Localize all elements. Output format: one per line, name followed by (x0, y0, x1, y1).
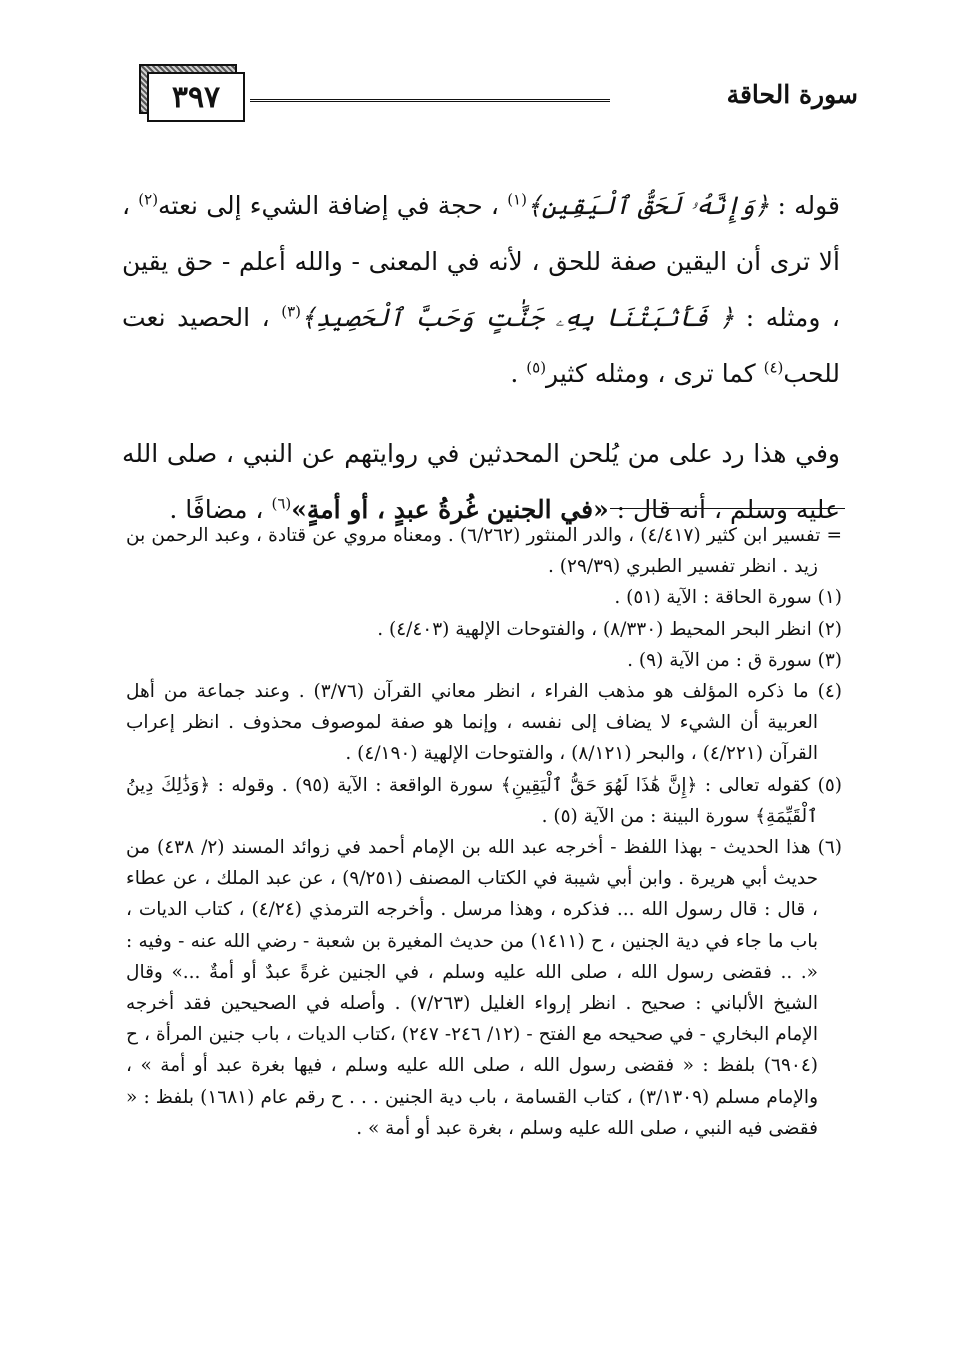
hadith-quote: «في الجنين غُرةُ عبدٍ ، أو أمةٍ» (291, 495, 609, 524)
footnote-4: (٤) ما ذكره المؤلف هو مذهب الفراء ، انظر معاني القرآن (٣/٧٦) . وعند جماعة من أهل العربية أن الشيء لا يضاف إلى نفسه ، وإنما هو صفة لموصوف محذوف . انظر إعراب القرآن (٤/٢٢١) ، والبحر (٨/١٢١) ، والفتوحات الإلهية (٤/١٩٠) . (126, 681, 843, 765)
footnote-6: (٦) هذا الحديث - بهذا اللفظ - أخرجه عبد الله بن الإمام أحمد في زوائد المسند (٢/ ٤٣٨) من حديث أبي هريرة . وابن أبي شيبة في الكتاب المصنف (٩/٢٥١) ، عن عبد الملك ، عن عطاء ، قال : قال رسول الله ... فذكره ، وهذا مرسل . وأخرجه الترمذي (٤/٢٤) ، كتاب الديات ، باب ما جاء في دية الجنين ، ح (١٤١١) من حديث المغيرة بن شعبة - رضي الله عنه - وفيه : «. .. فقضى رسول الله ، صلى الله عليه وسلم ، في الجنين غرةً عبدٌ أو أمةٌ ...» وقال الشيخ الألباني : صحيح . انظر إرواء الغليل (٧/٢٦٣) . وأصله في الصحيحين فقد أخرجه الإمام البخاري - في صحيحه مع الفتح - (١٢/ ٢٤٦- ٢٤٧) ،كتاب الديات ، باب جنين المرأة ، ح (٦٩٠٤) بلفظ : « فقضى رسول الله ، صلى الله عليه وسلم ، فيها بغرة عبد أو أمة » ، والإمام مسلم (٣/١٣٠٩) ، كتاب القسامة ، باب دية الجنين . . . ح رقم عام (١٦٨١) بلفظ : « فقضى فيه النبي ، صلى الله عليه وسلم ، بغرة عبد أو أمة » . (126, 837, 842, 1139)
footnote-2: (٢) انظر البحر المحيط (٨/٣٣٠) ، والفتوحات الإلهية (٤/٤٠٣) . (377, 618, 842, 640)
main-text (122, 178, 840, 538)
text-run: ، ألا ترى أن اليقين صفة للحق ، لأنه في المعنى - والله أعلم - حق يقين ، ومثله : (122, 191, 840, 332)
footnote-ref: (٢) (138, 190, 159, 209)
footnote-3: (٣) سورة ق : من الآية (٩) . (627, 649, 842, 671)
footnote-continued: = تفسير ابن كثير (٤/٤١٧) ، والدر المنثور (٦/٢٦٢) . ومعناه مروي عن قتادة ، وعبد الرحمن بن زيد . انظر تفسير الطبري (٢٩/٣٩) . (126, 525, 842, 578)
text-run: ، الحصيد نعت للحب (122, 303, 840, 388)
footnote-5: (٥) كقوله تعالى : ﴿إِنَّ هَٰذَا لَهُوَ حَقُّ ٱلْيَقِينِ﴾ سورة الواقعة : الآية (٩٥) . وقوله : ﴿وَذَٰلِكَ دِينُ ٱلْقَيِّمَةِ﴾ سورة البينة : من الآية (٥) . (126, 774, 842, 827)
footnote-divider (610, 508, 845, 509)
header-rule (250, 99, 610, 102)
text-run: وفي هذا رد على من يُلحن المحدثين في روايتهم عن النبي ، صلى الله عليه وسلم ، أنه قال : (122, 439, 840, 524)
text-run: ، حجة في إضافة الشيء إلى نعته (158, 191, 508, 220)
page-number: ٣٩٧ (147, 72, 245, 122)
text-run: . (510, 359, 527, 388)
footnote-ref: (٥) (526, 358, 547, 377)
footnote-ref: (٤) (763, 358, 784, 377)
quran-verse: ﴿ فَأَنۢبَتْنَا بِهِۦ جَنَّٰتٍ وَحَبَّ ٱلْحَصِيدِ﴾ (301, 303, 735, 332)
quran-verse: ﴿وَإِنَّهُۥ لَحَقُّ ٱلْيَقِينِ﴾ (526, 191, 770, 220)
footnote-ref: (٦) (271, 494, 292, 513)
footnote-1: (١) سورة الحاقة : الآية (٥١) . (614, 587, 842, 609)
text-run: كما ترى ، ومثله كثير (546, 359, 764, 388)
footnotes (126, 520, 842, 1144)
text-run: قوله : (769, 191, 841, 220)
text-run: ، مضافًا . (169, 495, 272, 524)
surah-title: سورة الحاقة (726, 80, 858, 109)
footnote-ref: (٣) (281, 302, 301, 321)
footnote-ref: (١) (507, 190, 527, 209)
paragraph-1 (122, 178, 840, 402)
